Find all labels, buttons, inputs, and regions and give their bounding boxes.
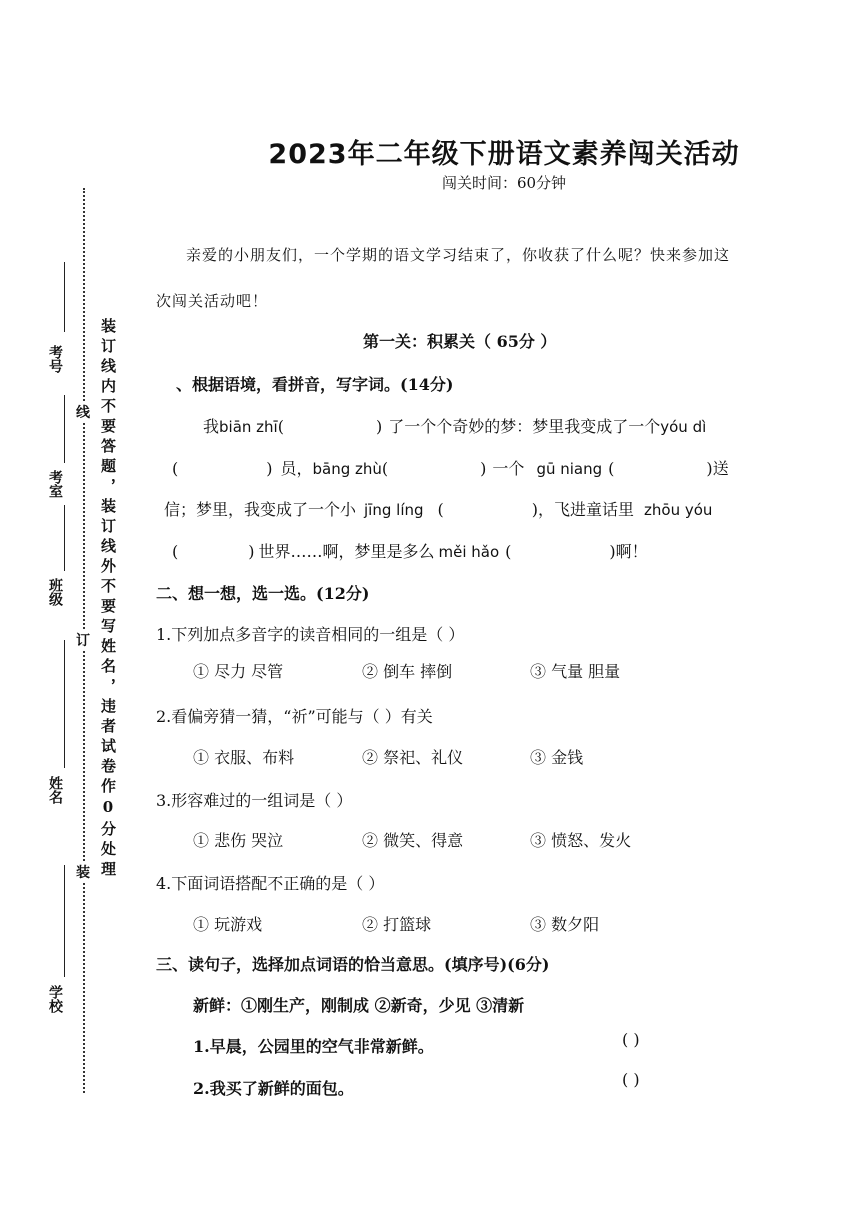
field-label-banji: 班级 <box>47 578 63 606</box>
page-title: 2023年二年级下册语文素养闯关活动 <box>268 139 740 170</box>
q3-answer-2[interactable]: ( ) <box>622 1070 640 1089</box>
q2-item-4-stem: 4.下面词语搭配不正确的是（ ） <box>156 874 385 893</box>
q1-line-2: ( ) 员，bāng zhù( ) 一个 gū niang ( )送 <box>172 459 729 478</box>
q2-item-3-option-2[interactable]: ② 微笑、得意 <box>362 831 464 850</box>
field-label-kaochang: 考室 <box>47 470 63 498</box>
q2-item-1-stem: 1.下列加点多音字的读音相同的一组是（ ） <box>156 625 465 644</box>
q2-item-3-stem: 3.形容难过的一组词是（ ） <box>156 791 353 810</box>
field-line-kaochang[interactable] <box>64 395 65 463</box>
q3-sentence-2: 2.我买了新鲜的面包。 <box>193 1079 354 1098</box>
pinyin-guniang: gū niang <box>536 460 603 478</box>
level-1-title: 第一关：积累关（ 65分 ） <box>363 332 557 351</box>
q1-line-4: ( ) 世界……啊，梦里是多么 měi hǎo ( )啊！ <box>172 542 648 561</box>
q2-item-2-option-3[interactable]: ③ 金钱 <box>530 748 584 767</box>
q2-item-2-option-1[interactable]: ① 衣服、布料 <box>193 748 295 767</box>
pinyin-jingling: jīng líng <box>364 501 424 519</box>
q1-line-3: 信；梦里，我变成了一个小 jīng líng ( )，飞进童话里 zhōu yóu <box>164 500 713 519</box>
binding-mark-ding: 订 <box>76 630 90 650</box>
binding-margin <box>0 0 140 1227</box>
q2-item-2-option-2[interactable]: ② 祭祀、礼仪 <box>362 748 464 767</box>
q2-heading: 二、想一想，选一选。(12分) <box>156 584 370 603</box>
q2-item-2-stem: 2.看偏旁猜一猜，“祈”可能与（ ）有关 <box>156 707 433 726</box>
pinyin-youdi: yóu dì <box>660 418 707 436</box>
q3-sentence-1: 1.早晨，公园里的空气非常新鲜。 <box>193 1037 434 1056</box>
binding-notice: 装订线内不要答题，装订线外不要写姓名，违者试卷作0分处理 <box>99 318 117 881</box>
binding-mark-zhuang: 装 <box>76 862 90 882</box>
q2-item-1-option-3[interactable]: ③ 气量 胆量 <box>530 662 621 681</box>
q2-item-1-option-1[interactable]: ① 尽力 尽管 <box>193 662 284 681</box>
field-label-kaohao: 考号 <box>47 345 63 373</box>
q2-item-4-option-1[interactable]: ① 玩游戏 <box>193 915 263 934</box>
time-limit: 闯关时间：60分钟 <box>441 174 567 192</box>
q2-item-4-option-3[interactable]: ③ 数夕阳 <box>530 915 600 934</box>
field-line-xingming[interactable] <box>64 640 65 768</box>
field-line-banji[interactable] <box>64 505 65 571</box>
pinyin-bianzhi: biān zhī <box>219 418 278 436</box>
intro-line-1: 亲爱的小朋友们，一个学期的语文学习结束了，你收获了什么呢？快来参加这 <box>186 246 731 264</box>
binding-mark-xian: 线 <box>76 402 90 422</box>
field-line-kaohao[interactable] <box>64 262 65 332</box>
q1-heading: 、根据语境，看拼音，写字词。(14分) <box>176 375 454 394</box>
intro-line-2: 次闯关活动吧！ <box>156 292 269 310</box>
q3-meanings: 新鲜：①刚生产，刚制成 ②新奇，少见 ③清新 <box>193 996 525 1015</box>
pinyin-bangzhu: bāng zhù <box>312 460 382 478</box>
q3-answer-1[interactable]: ( ) <box>622 1030 640 1049</box>
q2-item-3-option-1[interactable]: ① 悲伤 哭泣 <box>193 831 284 850</box>
field-label-xuexiao: 学校 <box>47 985 63 1013</box>
q3-heading: 三、读句子，选择加点词语的恰当意思。(填序号)(6分) <box>156 955 550 974</box>
q2-item-3-option-3[interactable]: ③ 愤怒、发火 <box>530 831 632 850</box>
pinyin-zhouyou: zhōu yóu <box>644 501 713 519</box>
field-label-xingming: 姓名 <box>47 776 63 804</box>
q2-item-4-option-2[interactable]: ② 打篮球 <box>362 915 432 934</box>
pinyin-meihao: měi hǎo <box>438 543 500 561</box>
field-line-xuexiao[interactable] <box>64 865 65 977</box>
q1-line-1: 我biān zhī( ) 了一个个奇妙的梦：梦里我变成了一个yóu dì <box>203 417 707 436</box>
q2-item-1-option-2[interactable]: ② 倒车 摔倒 <box>362 662 453 681</box>
